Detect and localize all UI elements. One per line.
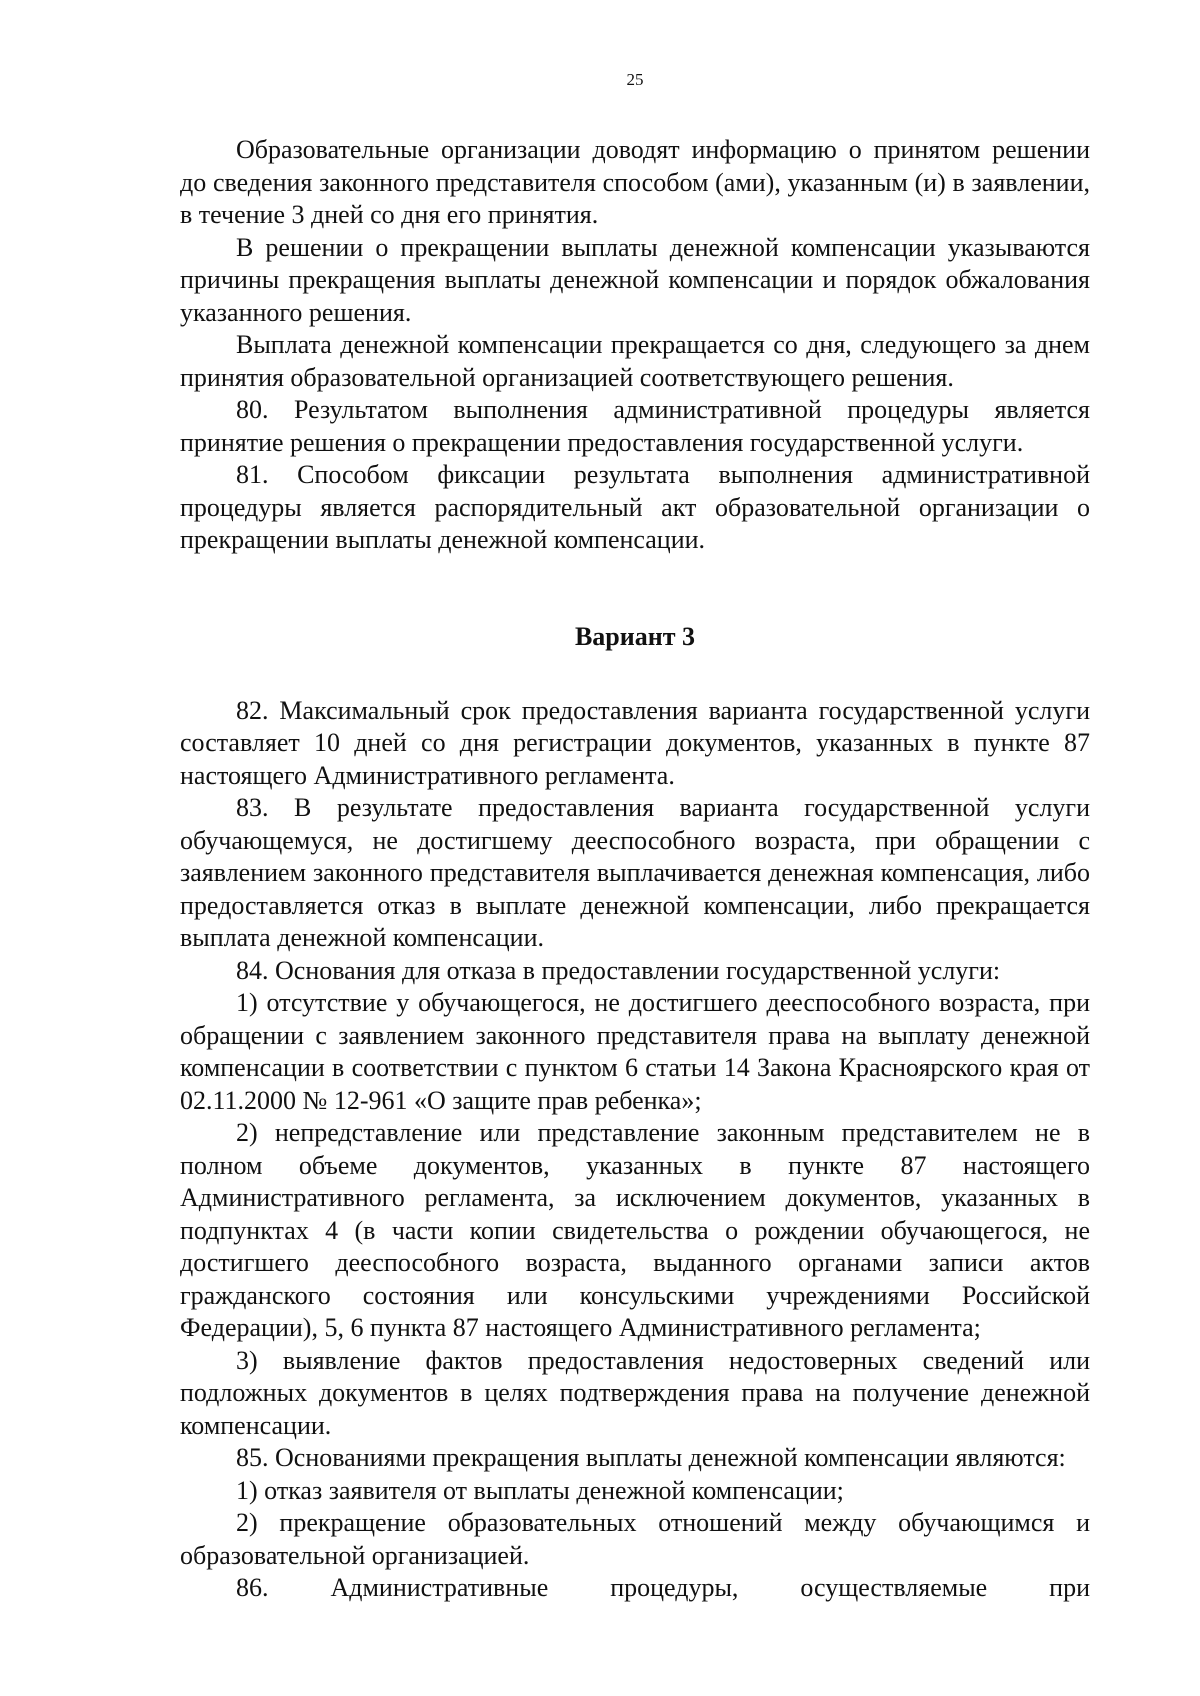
paragraph-81: 81. Способом фиксации результата выполнения административной процедуры является распорядительный акт образовательной организации о прекращении выплаты денежной компенсации. [180, 460, 1090, 554]
paragraph-80: 80. Результатом выполнения административной процедуры является принятие решения о прекращении предоставления государственной услуги. [180, 395, 1090, 457]
section-variant-3 [180, 695, 1090, 1605]
list-item: 2) непредставление или представление законным представителем не в полном объеме документов, указанных в пункте 87 настоящего Административного регламента, за исключением документов, указанных в подпунктах 4 (в части копии свидетельства о рождении обучающегося, не достигшего дееспособного возраста, выданного органами записи актов гражданского состояния или консульскими учреждениями Российской Федерации), 5, 6 пункта 87 настоящего Административного регламента; [180, 1118, 1090, 1342]
section-heading: Вариант 3 [574, 621, 696, 651]
list-item: 3) выявление фактов предоставления недостоверных сведений или подложных документов в целях подтверждения права на получение денежной компенсации. [180, 1345, 1090, 1440]
paragraph-85: 85. Основаниями прекращения выплаты денежной компенсации являются: [236, 1443, 1066, 1472]
paragraph-86: 86. Административные процедуры, осуществляемые при [236, 1573, 1090, 1602]
list-item: 1) отказ заявителя от выплаты денежной компенсации; [236, 1475, 844, 1505]
list-item: 1) отсутствие у обучающегося, не достигшего дееспособного возраста, при обращении с заявлением законного представителя права на выплату денежной компенсации в соответствии с пунктом 6 статьи 14 Закона Красноярского края от 02.11.2000 № 12-961 «О защите прав ребенка»; [180, 988, 1090, 1115]
paragraph-83: 83. В результате предоставления варианта государственной услуги обучающемуся, не достигшему дееспособного возраста, при обращении с заявлением законного представителя выплачивается денежная компенсация, либо предоставляется отказ в выплате денежной компенсации, либо прекращается выплата денежной компенсации. [180, 793, 1090, 952]
paragraph: В решении о прекращении выплаты денежной компенсации указываются причины прекращения выплаты денежной компенсации и порядок обжалования указанного решения. [180, 232, 1090, 327]
list-item: 2) прекращение образовательных отношений между обучающимся и образовательной организацией. [180, 1508, 1090, 1570]
paragraph: Образовательные организации доводят информацию о принятом решении до сведения законного представителя способом (ами), указанным (и) в заявлении, в течение 3 дней со дня его принятия. [180, 135, 1090, 229]
paragraph: Выплата денежной компенсации прекращается со дня, следующего за днем принятия образовательной организацией соответствующего решения. [180, 330, 1090, 392]
paragraph-82: 82. Максимальный срок предоставления варианта государственной услуги составляет 10 дней со дня регистрации документов, указанных в пункте 87 настоящего Административного регламента. [180, 695, 1090, 790]
paragraph-84: 84. Основания для отказа в предоставлении государственной услуги: [236, 955, 1001, 985]
section-previous-procedure [180, 134, 1090, 557]
page-number: 25 [626, 70, 644, 89]
